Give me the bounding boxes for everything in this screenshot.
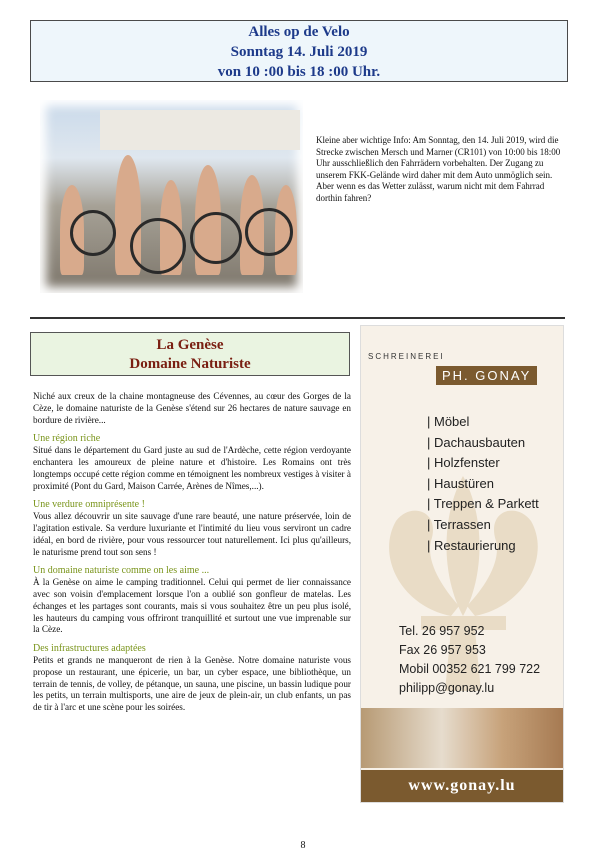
brand-subtitle: SCHREINEREI — [368, 352, 445, 361]
page-number: 8 — [300, 840, 306, 851]
genese-banner — [30, 332, 350, 376]
section-heading: Des infrastructures adaptées — [33, 643, 146, 655]
section-heading: Une région riche — [33, 433, 101, 445]
photo-wheel — [190, 212, 242, 264]
section-text: À la Genèse on aime le camping traditionnel. Celui qui permet de lier connaissance avec son voisin d'emplacement lorsque l'on a oublié son gonfleur de matelas. Les échanges et les partages sont courants, mais si vous souhaitez être un peu plus isolé, les hauteurs du camping vous offriront tranquillité et surtout une vue imprenable sur la Cèze. — [33, 577, 351, 635]
service-item: | Holzfenster — [427, 455, 500, 471]
info-text: Kleine aber wichtige Info: Am Sonntag, den 14. Juli 2019, wird die Strecke zwischen Mersch und Marner (CR101) von 10:00 bis 18:00 Uhr ausschließlich den Fahrrädern vorbehalten. Der Zugang zu unserem FKK-Gelände wird daher mit dem Auto unmöglich sein. Aber wenn es das Wetter zulässt, warum nicht mit dem Fahrrad dorthin fahren? — [316, 135, 561, 203]
genese-title: La Genèse — [156, 337, 224, 353]
service-item: | Terrassen — [427, 516, 491, 532]
section-text: Vous allez découvrir un site sauvage d'une rare beauté, une nature préservée, loin de l'agitation estivale. Sa verdure luxuriante et l'intimité du lieu vous serviront un cadre idéal, en bord de rivière, pour vous ressourcer tout naturellement. Ici plus qu'ailleurs, le naturisme prend tout son sens ! — [33, 511, 351, 557]
genese-subtitle: Domaine Naturiste — [129, 356, 251, 372]
service-item: | Treppen & Parkett — [427, 496, 539, 512]
photo-wheel — [70, 210, 116, 256]
service-item: | Restaurierung — [427, 537, 516, 553]
email-address: philipp@gonay.lu — [399, 681, 495, 695]
service-item: | Dachausbauten — [427, 434, 526, 450]
service-item: | Möbel — [427, 414, 470, 429]
contact-block — [399, 622, 540, 698]
gonay-advertisement — [360, 325, 564, 803]
genese-article — [33, 391, 351, 714]
photo-wheel — [245, 208, 293, 256]
event-date: Sonntag 14. Juli 2019 — [230, 44, 368, 60]
fax-number: Fax 26 957 953 — [399, 643, 486, 657]
mobile-number: Mobil 00352 621 799 722 — [399, 662, 541, 676]
article-intro: Niché aux creux de la chaine montagneuse des Cévennes, au cœur des Gorges de la Cèze, le domaine naturiste de la Genèse s'étend sur 26 hectares de nature sauvage en bordure de rivière... — [33, 391, 351, 425]
interior-photo — [361, 708, 563, 768]
event-banner — [30, 20, 568, 82]
section-heading: Une verdure omniprésente ! — [33, 499, 145, 511]
section-text: Petits et grands ne manqueront de rien à la Genèse. Notre domaine naturiste vous propose un restaurant, une épicerie, un bar, un cyber espace, une bibliothèque, un terrain de tennis, de volley, de pétanque, un sauna, une piscine, un bassin ludique pour les petits, un terrain multisports, une aire de jeux de plein-air, un club enfants, un pas de tir à l'arc et une scène pour les soirées. — [33, 654, 351, 713]
brand-logo: PH. GONAY — [436, 366, 537, 385]
event-time: von 10 :00 bis 18 :00 Uhr. — [217, 64, 381, 80]
phone-number: Tel. 26 957 952 — [399, 624, 485, 638]
cyclists-photo — [40, 100, 303, 293]
section-divider — [30, 317, 565, 319]
service-item: | Haustüren — [427, 475, 494, 491]
photo-wheel — [130, 218, 186, 274]
section-heading: Un domaine naturiste comme on les aime ... — [33, 565, 210, 577]
services-list — [427, 412, 539, 556]
website-url: www.gonay.lu — [361, 770, 563, 802]
section-text: Situé dans le département du Gard juste au sud de l'Ardèche, cette région verdoyante enchantera les amoureux de pleine nature et d'histoire. Les Romains ont très longtemps occupé cette région comme en témoignent les nombreux vestiges à visiter à proximité (Pont du Gard, Maison Carrée, Arènes de Nîmes,...). — [33, 445, 351, 491]
photo-buildings — [100, 110, 300, 150]
event-title: Alles op de Velo — [248, 24, 350, 40]
